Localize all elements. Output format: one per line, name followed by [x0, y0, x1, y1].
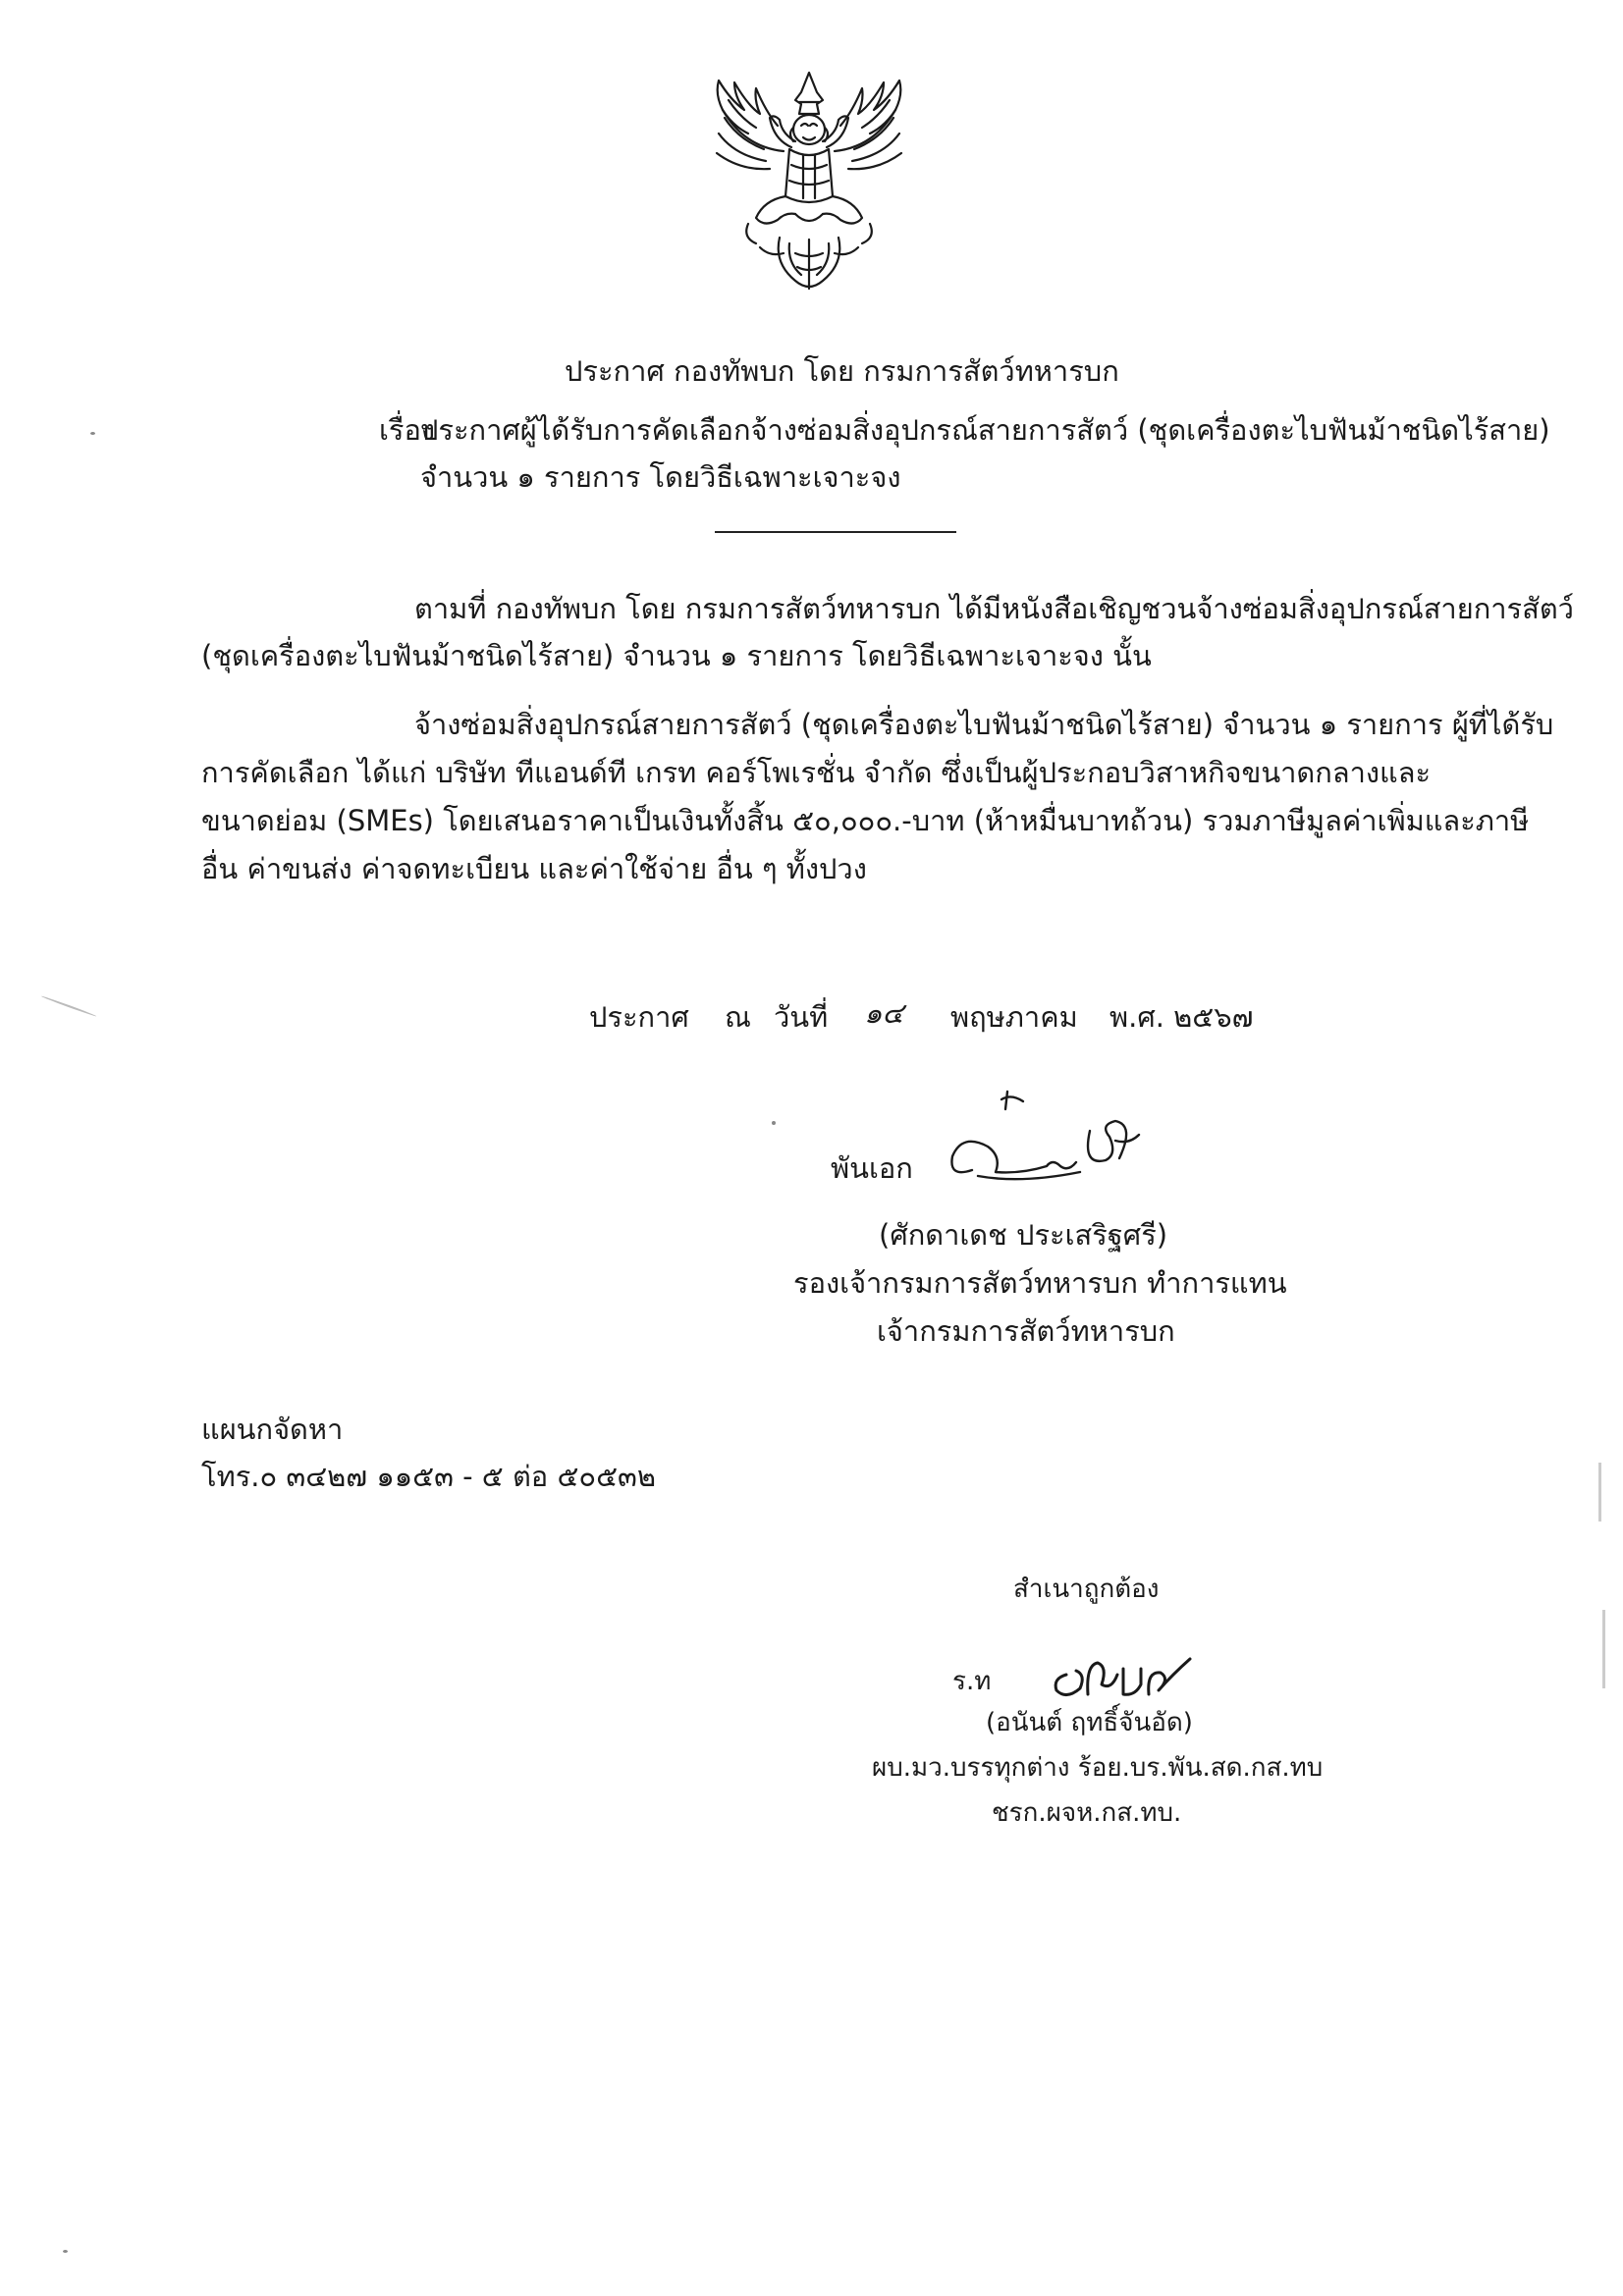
header-divider — [715, 531, 956, 533]
subject-line-2: จำนวน ๑ รายการ โดยวิธีเฉพาะเจาะจง — [420, 460, 901, 494]
contact-phone: โทร.๐ ๓๔๒๗ ๑๑๕๓ - ๕ ต่อ ๕๐๕๓๒ — [201, 1460, 656, 1493]
date-announce: ประกาศ — [589, 1000, 689, 1034]
paragraph-2-line-1: จ้างซ่อมสิ่งอุปกรณ์สายการสัตว์ (ชุดเครื่องตะไบฟันม้าชนิดไร้สาย) จำนวน ๑ รายการ ผู้ที่ได้รับ — [414, 708, 1554, 741]
scan-speck — [1598, 1463, 1601, 1522]
signatory-position-2: เจ้ากรมการสัตว์ทหารบก — [877, 1314, 1175, 1348]
scan-speck — [1602, 1610, 1605, 1688]
scan-speck — [90, 432, 95, 435]
paragraph-2-line-3: ขนาดย่อม (SMEs) โดยเสนอราคาเป็นเงินทั้งสิ้น ๕๐,๐๐๐.-บาท (ห้าหมื่นบาทถ้วน) รวมภาษีมูลค่าเพิ่มและภาษี — [201, 804, 1530, 837]
certified-position-1: ผบ.มว.บรรทุกต่าง ร้อย.บร.พัน.สด.กส.ทบ — [872, 1753, 1324, 1783]
signatory-rank: พันเอก — [831, 1151, 913, 1185]
date-at: ณ — [725, 1000, 751, 1034]
announcement-title: ประกาศ กองทัพบก โดย กรมการสัตว์ทหารบก — [565, 354, 1119, 388]
subject-line-1: ประกาศผู้ได้รับการคัดเลือกจ้างซ่อมสิ่งอุปกรณ์สายการสัตว์ (ชุดเครื่องตะไบฟันม้าชนิดไร้สาย) — [420, 413, 1550, 447]
subject-label: เรื่อง — [379, 413, 436, 447]
scan-speck — [40, 995, 96, 1017]
date-year: พ.ศ. ๒๕๖๗ — [1109, 1000, 1254, 1034]
certified-signature — [1047, 1645, 1204, 1704]
signatory-position-1: รองเจ้ากรมการสัตว์ทหารบก ทำการแทน — [793, 1266, 1287, 1300]
garuda-emblem-icon — [705, 71, 913, 298]
signatory-name: (ศักดาเดช ประเสริฐศรี) — [879, 1218, 1168, 1252]
scan-speck — [772, 1121, 776, 1125]
commander-signature — [943, 1088, 1168, 1198]
certified-name: (อนันต์ ฤทธิ์จันอัด) — [986, 1708, 1193, 1737]
certified-position-2: ชรก.ผจห.กส.ทบ. — [992, 1798, 1182, 1828]
paragraph-1-line-1: ตามที่ กองทัพบก โดย กรมการสัตว์ทหารบก ได้มีหนังสือเชิญชวนจ้างซ่อมสิ่งอุปกรณ์สายการสัตว์ — [414, 592, 1574, 625]
date-day: ๑๔ — [864, 996, 904, 1030]
certified-label: สำเนาถูกต้อง — [1013, 1575, 1160, 1604]
date-month: พฤษภาคม — [950, 1000, 1078, 1034]
certified-rank: ร.ท — [952, 1667, 992, 1696]
paragraph-2-line-2: การคัดเลือก ได้แก่ บริษัท ทีแอนด์ที เกรท คอร์โพเรชั่น จำกัด ซึ่งเป็นผู้ประกอบวิสาหกิจขนาดกลางและ — [201, 756, 1432, 789]
paragraph-1-line-2: (ชุดเครื่องตะไบฟันม้าชนิดไร้สาย) จำนวน ๑ รายการ โดยวิธีเฉพาะเจาะจง นั้น — [201, 639, 1152, 672]
contact-office: แผนกจัดหา — [201, 1413, 344, 1446]
date-day-label: วันที่ — [774, 1000, 829, 1034]
scan-speck — [63, 2250, 68, 2253]
paragraph-2-line-4: อื่น ค่าขนส่ง ค่าจดทะเบียน และค่าใช้จ่าย อื่น ๆ ทั้งปวง — [201, 852, 867, 885]
